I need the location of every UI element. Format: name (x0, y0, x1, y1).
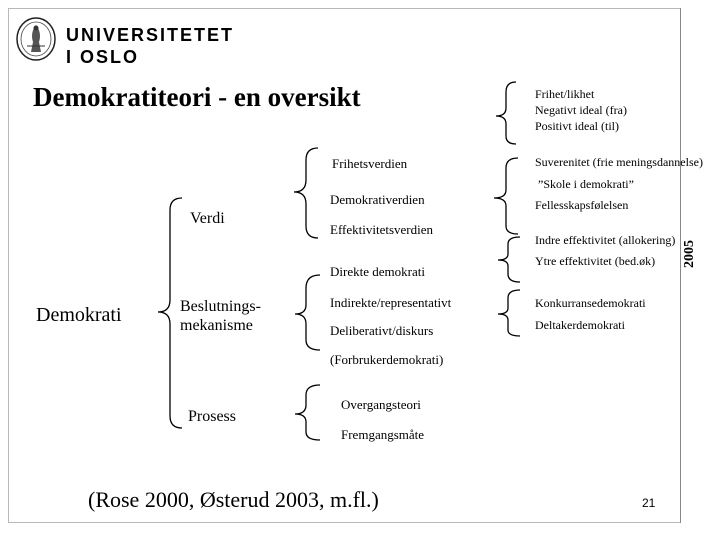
text-frihetsverdien: Frihetsverdien (332, 156, 408, 171)
page-number: 21 (642, 496, 656, 510)
brace-demokrati (158, 198, 182, 428)
text-effektivitetsverdien: Effektivitetsverdien (330, 222, 434, 237)
text-indirekte: Indirekte/representativt (330, 295, 452, 310)
university-name-line2: I OSLO (66, 47, 140, 67)
brace-verdi (294, 148, 318, 238)
text-suverenitet: Suverenitet (frie meningsdannelse) (535, 155, 703, 169)
brace-indirekte (498, 290, 520, 336)
text-direkte-demokrati: Direkte demokrati (330, 264, 425, 279)
text-positivt-ideal: Positivt ideal (til) (535, 119, 619, 133)
brace-frihet (496, 82, 516, 144)
text-prosess: Prosess (188, 408, 237, 425)
text-fremgangsmate: Fremgangsmåte (341, 427, 425, 442)
text-ytre-effektivitet: Ytre effektivitet (bed.øk) (535, 254, 656, 268)
text-forbrukerdemokrati: (Forbrukerdemokrati) (330, 352, 444, 367)
year-label: 2005 (682, 240, 697, 268)
text-negativt-ideal: Negativt ideal (fra) (535, 103, 627, 117)
university-name-line1: UNIVERSITETET (66, 25, 235, 45)
brace-beslutning (295, 275, 320, 350)
citation: (Rose 2000, Østerud 2003, m.fl.) (88, 487, 379, 512)
text-fellesskap: Fellesskapsfølelsen (535, 198, 629, 212)
text-verdi: Verdi (190, 210, 225, 227)
text-frihet-likhet: Frihet/likhet (535, 87, 595, 101)
brace-effektivitet (498, 237, 520, 282)
text-indre-effektivitet: Indre effektivitet (allokering) (535, 233, 676, 247)
text-beslutningsmekanisme: Beslutnings- mekanisme (180, 298, 261, 335)
text-skole: ”Skole i demokrati” (538, 177, 634, 191)
text-konkurransedemokrati: Konkurransedemokrati (535, 296, 646, 310)
brace-prosess (295, 385, 320, 440)
text-demokrativerdien: Demokrativerdien (330, 192, 425, 207)
text-demokrati: Demokrati (36, 304, 122, 326)
page-title: Demokratiteori - en oversikt (33, 82, 361, 112)
text-deltakerdemokrati: Deltakerdemokrati (535, 318, 625, 332)
text-deliberativt: Deliberativt/diskurs (330, 323, 434, 338)
text-overgangsteori: Overgangsteori (341, 397, 421, 412)
brace-demokrativerdi (494, 158, 518, 234)
